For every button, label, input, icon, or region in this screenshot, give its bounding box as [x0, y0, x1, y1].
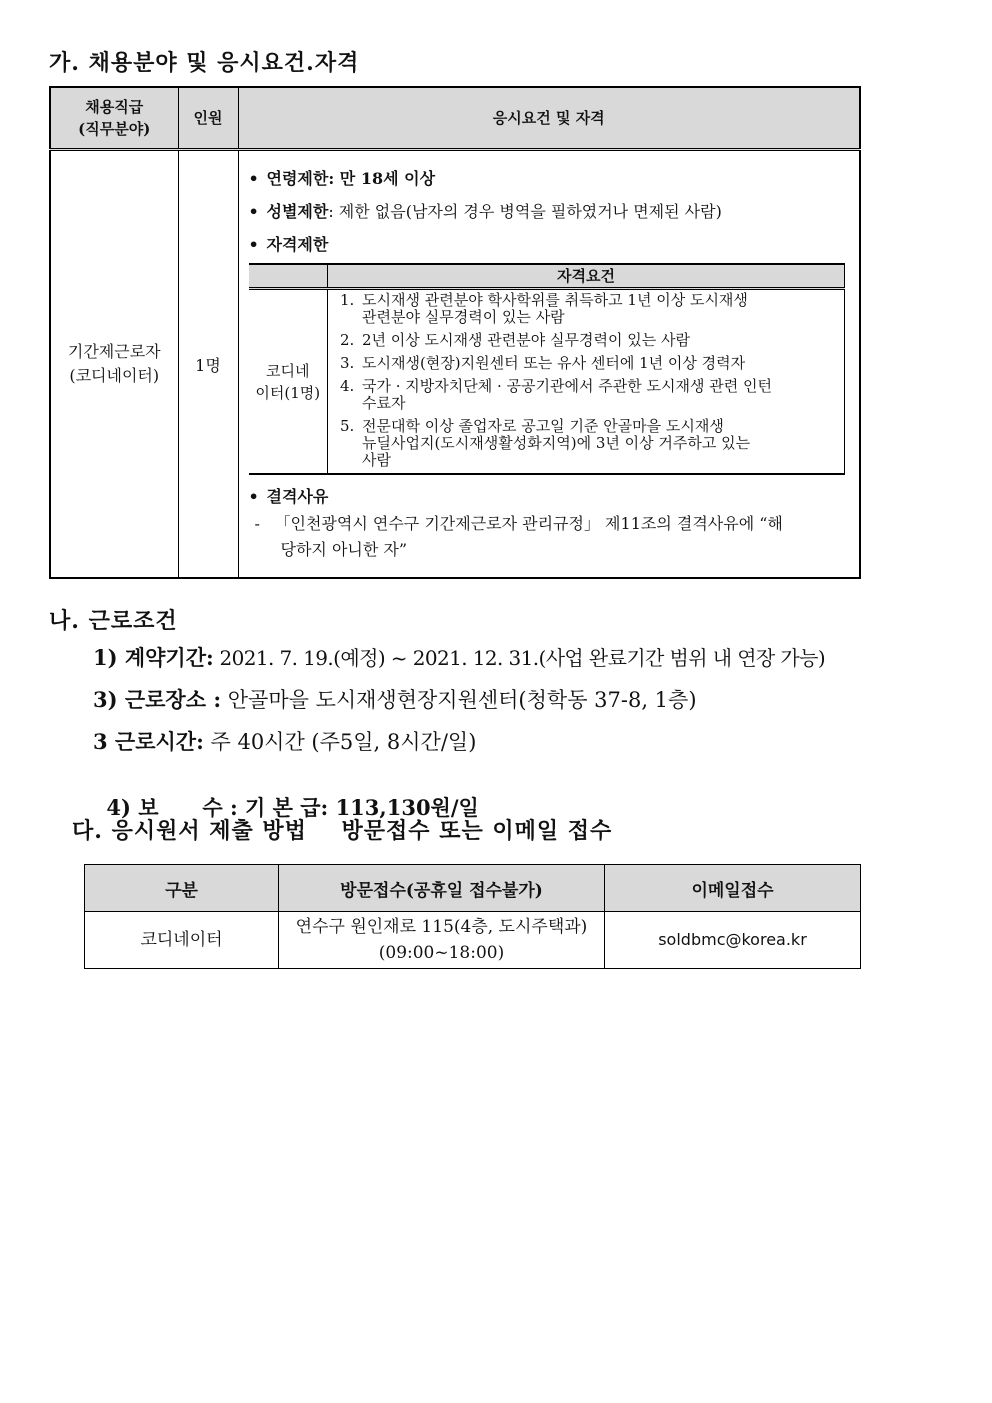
bullet-icon: • [248, 169, 259, 188]
category-cell: 코디네이터 [85, 912, 279, 969]
recruitment-table [49, 86, 861, 579]
disqual-line1: 「인천광역시 연수구 기간제근로자 관리규정」 제11조의 결격사유에 “해 [274, 514, 783, 533]
disqualification-text [249, 511, 848, 563]
bullet-icon: • [248, 235, 259, 254]
header-email: 이메일접수 [605, 865, 861, 912]
condition-value: 안골마을 도시재생현장지원센터(청학동 37-8, 1층) [221, 688, 697, 712]
condition-location [93, 684, 697, 714]
position-line2: (코디네이터) [69, 366, 160, 385]
count-cell: 1명 [178, 150, 238, 579]
position-line1: 기간제근로자 [67, 342, 161, 361]
qual-list-cell [328, 289, 845, 475]
list-item [340, 378, 830, 412]
qual-role-cell [249, 289, 328, 475]
header-requirements: 응시요건 및 자격 [238, 87, 860, 150]
table-row [85, 912, 861, 969]
qual-header: 자격요건 [328, 264, 845, 289]
condition-label: 3) 근로장소 : [93, 687, 222, 712]
condition-label: 1) 계약기간: [93, 645, 214, 670]
disqual-line2: 당하지 아니한 자” [280, 540, 408, 559]
age-label: 연령제한 [266, 169, 329, 188]
section-c-title: 다. 응시원서 제출 방법 방문접수 또는 이메일 접수 [72, 818, 613, 844]
item-number: 5. [340, 417, 355, 435]
recruitment-table-row [50, 150, 860, 579]
header-position-line2: (직무분야) [78, 120, 151, 138]
section-a-title: 가. 채용분야 및 응시요건.자격 [49, 50, 360, 76]
gender-limit [249, 200, 848, 224]
condition-label: 4) 보 수 : 기 본 급: 113,130원/일 [106, 795, 479, 820]
submission-table [84, 864, 861, 969]
item-number: 3. [340, 354, 355, 372]
item-text-cont: 뉴딜사업지(도시재생활성화지역)에 3년 이상 거주하고 있는 [362, 434, 751, 452]
condition-value: 2021. 7. 19.(예정) ~ 2021. 12. 31.(사업 완료기간 범위 내 연장 가능) [213, 646, 826, 670]
list-item [340, 292, 830, 326]
item-text: 도시재생 관련분야 학사학위를 취득하고 1년 이상 도시재생 [362, 291, 748, 309]
item-text-cont: 수료자 [362, 394, 406, 412]
condition-value: 주 40시간 (주5일, 8시간/일) [203, 730, 477, 754]
item-number: 2. [340, 331, 355, 349]
dash-icon: - [254, 514, 260, 533]
recruitment-table-header [50, 87, 860, 150]
header-position [50, 87, 178, 150]
item-text: 국가 · 지방자치단체 · 공공기관에서 주관한 도시재생 관련 인턴 [362, 377, 772, 395]
item-text: 2년 이상 도시재생 관련분야 실무경력이 있는 사람 [362, 331, 690, 349]
age-limit [249, 167, 848, 191]
disqual-label: 결격사유 [266, 487, 329, 506]
submission-header [85, 865, 861, 912]
qual-list [340, 292, 830, 469]
gender-value: : 제한 없음(남자의 경우 병역을 필하였거나 면제된 사람) [328, 202, 722, 221]
header-category: 구분 [85, 865, 279, 912]
header-visit: 방문접수(공휴일 접수불가) [279, 865, 605, 912]
item-number: 1. [340, 291, 355, 309]
qualification-limit [249, 233, 848, 257]
qualification-table [249, 263, 846, 475]
item-number: 4. [340, 377, 355, 395]
section-b-title: 나. 근로조건 [49, 608, 178, 634]
disqualification [249, 485, 848, 509]
header-count: 인원 [178, 87, 238, 150]
visit-address: 연수구 원인재로 115(4층, 도시주택과) [295, 917, 588, 937]
item-text-cont: 사람 [362, 451, 391, 469]
requirements-cell [238, 150, 860, 579]
bullet-icon: • [248, 202, 259, 221]
qual-role-line2: 이터(1명) [255, 383, 321, 402]
item-text-cont: 관련분야 실무경력이 있는 사람 [362, 308, 565, 326]
qual-label: 자격제한 [266, 235, 329, 254]
email-cell: soldbmc@korea.kr [605, 912, 861, 969]
item-text: 전문대학 이상 졸업자로 공고일 기준 안골마을 도시재생 [362, 417, 724, 435]
list-item [340, 332, 830, 349]
bullet-icon: • [248, 487, 259, 506]
visit-cell [279, 912, 605, 969]
condition-hours [93, 726, 476, 756]
list-item [340, 418, 830, 469]
item-text: 도시재생(현장)지원센터 또는 유사 센터에 1년 이상 경력자 [362, 354, 746, 372]
condition-contract [93, 642, 825, 672]
visit-hours: (09:00~18:00) [378, 943, 505, 963]
position-cell [50, 150, 178, 579]
gender-label: 성별제한 [266, 202, 329, 221]
list-item [340, 355, 830, 372]
age-value: : 만 18세 이상 [328, 169, 436, 188]
condition-label: 3 근로시간: [93, 729, 204, 754]
qual-header-empty [249, 264, 328, 289]
qual-role-line1: 코디네 [266, 361, 310, 380]
header-position-line1: 채용직급 [85, 98, 144, 116]
